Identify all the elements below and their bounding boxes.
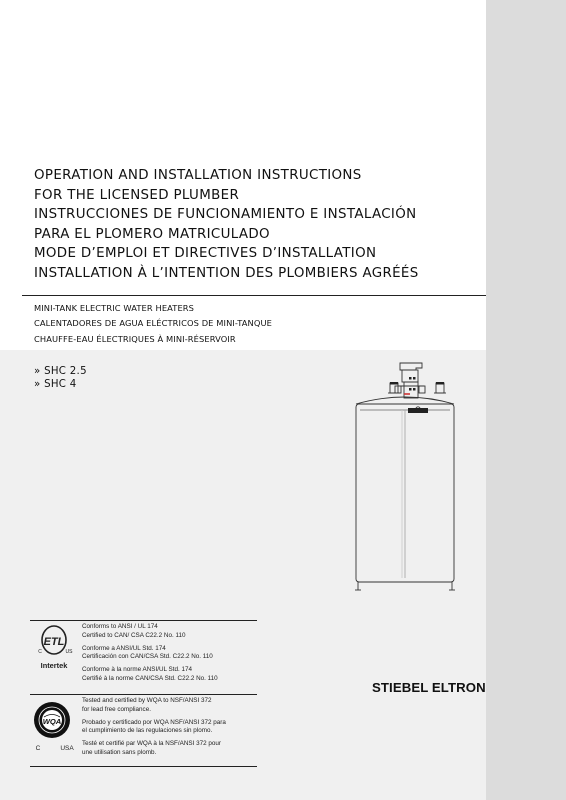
cert-line: Probado y certificado por WQA NSF/ANSI 372 para bbox=[82, 718, 226, 726]
title-line: MODE D’EMPLOI ET DIRECTIVES D’INSTALLATION bbox=[34, 246, 377, 262]
wqa-certified-logo bbox=[32, 698, 76, 758]
model-item: » SHC 2.5 bbox=[34, 366, 87, 377]
etl-logo-right-mark: US bbox=[65, 649, 73, 655]
model-item: » SHC 4 bbox=[34, 379, 77, 390]
title-divider bbox=[22, 295, 486, 296]
wqa-certification-text bbox=[82, 697, 257, 758]
title-line: INSTALLATION À L’INTENTION DES PLOMBIERS AGRÉÉS bbox=[34, 265, 419, 281]
subtitle-line: MINI-TANK ELECTRIC WATER HEATERS bbox=[34, 303, 195, 313]
title-line: OPERATION AND INSTALLATION INSTRUCTIONS bbox=[34, 168, 362, 183]
cert-line: Tested and certified by WQA to NSF/ANSI 372 bbox=[82, 697, 212, 704]
cert-line: el cumplimiento de las regulaciones sin plomo. bbox=[82, 727, 213, 735]
model-list bbox=[34, 365, 87, 391]
title-line: INSTRUCCIONES DE FUNCIONAMIENTO E INSTALACIÓN bbox=[34, 207, 417, 223]
product-type-block bbox=[34, 301, 484, 347]
subtitle-line: CHAUFFE-EAU ÉLECTRIQUES À MINI-RÉSERVOIR bbox=[34, 333, 236, 344]
etl-logo-mark: ETL bbox=[43, 636, 65, 648]
title-line: FOR THE LICENSED PLUMBER bbox=[34, 187, 240, 203]
subtitle-line: CALENTADORES DE AGUA ELÉCTRICOS DE MINI-TANQUE bbox=[34, 318, 273, 329]
cert-line: Conforme a ANSI/UL Std. 174 bbox=[82, 644, 166, 652]
cert-line: for lead free compliance. bbox=[82, 705, 151, 713]
certification-middle-rule bbox=[30, 694, 257, 695]
right-sidebar-band bbox=[486, 0, 566, 800]
etl-listed-logo bbox=[34, 624, 74, 672]
cert-line: Certificación con CAN/CSA Std. C22.2 No. 110 bbox=[82, 653, 213, 661]
etl-certification-text bbox=[82, 623, 257, 684]
certification-bottom-rule bbox=[30, 766, 257, 767]
cert-line: Conforms to ANSI / UL 174 bbox=[82, 623, 158, 630]
cert-line: Certified to CAN/ CSA C22.2 No. 110 bbox=[82, 631, 186, 639]
document-title-block bbox=[34, 166, 484, 284]
certification-block bbox=[30, 620, 257, 767]
etl-logo-left-mark: C bbox=[38, 649, 42, 655]
cert-line: une utilisation sans plomb. bbox=[82, 748, 157, 756]
cert-line: Certifié à la norme CAN/CSA Std. C22.2 No. 110 bbox=[82, 674, 218, 682]
wqa-logo-right-mark: USA bbox=[60, 745, 74, 752]
title-line: PARA EL PLOMERO MATRICULADO bbox=[34, 226, 270, 242]
wqa-logo-left-mark: C bbox=[35, 745, 41, 752]
certification-top-rule bbox=[30, 620, 257, 621]
etl-logo-listing: Intertek bbox=[40, 661, 68, 670]
water-heater-illustration bbox=[350, 360, 460, 596]
cert-line: Testé et certifié par WQA à la NSF/ANSI 372 pour bbox=[82, 740, 221, 748]
brand-logo: STIEBEL ELTRON bbox=[372, 680, 486, 695]
cert-line: Conforme à la norme ANSI/UL Std. 174 bbox=[82, 666, 193, 674]
wqa-logo-mark: WQA bbox=[42, 717, 62, 726]
